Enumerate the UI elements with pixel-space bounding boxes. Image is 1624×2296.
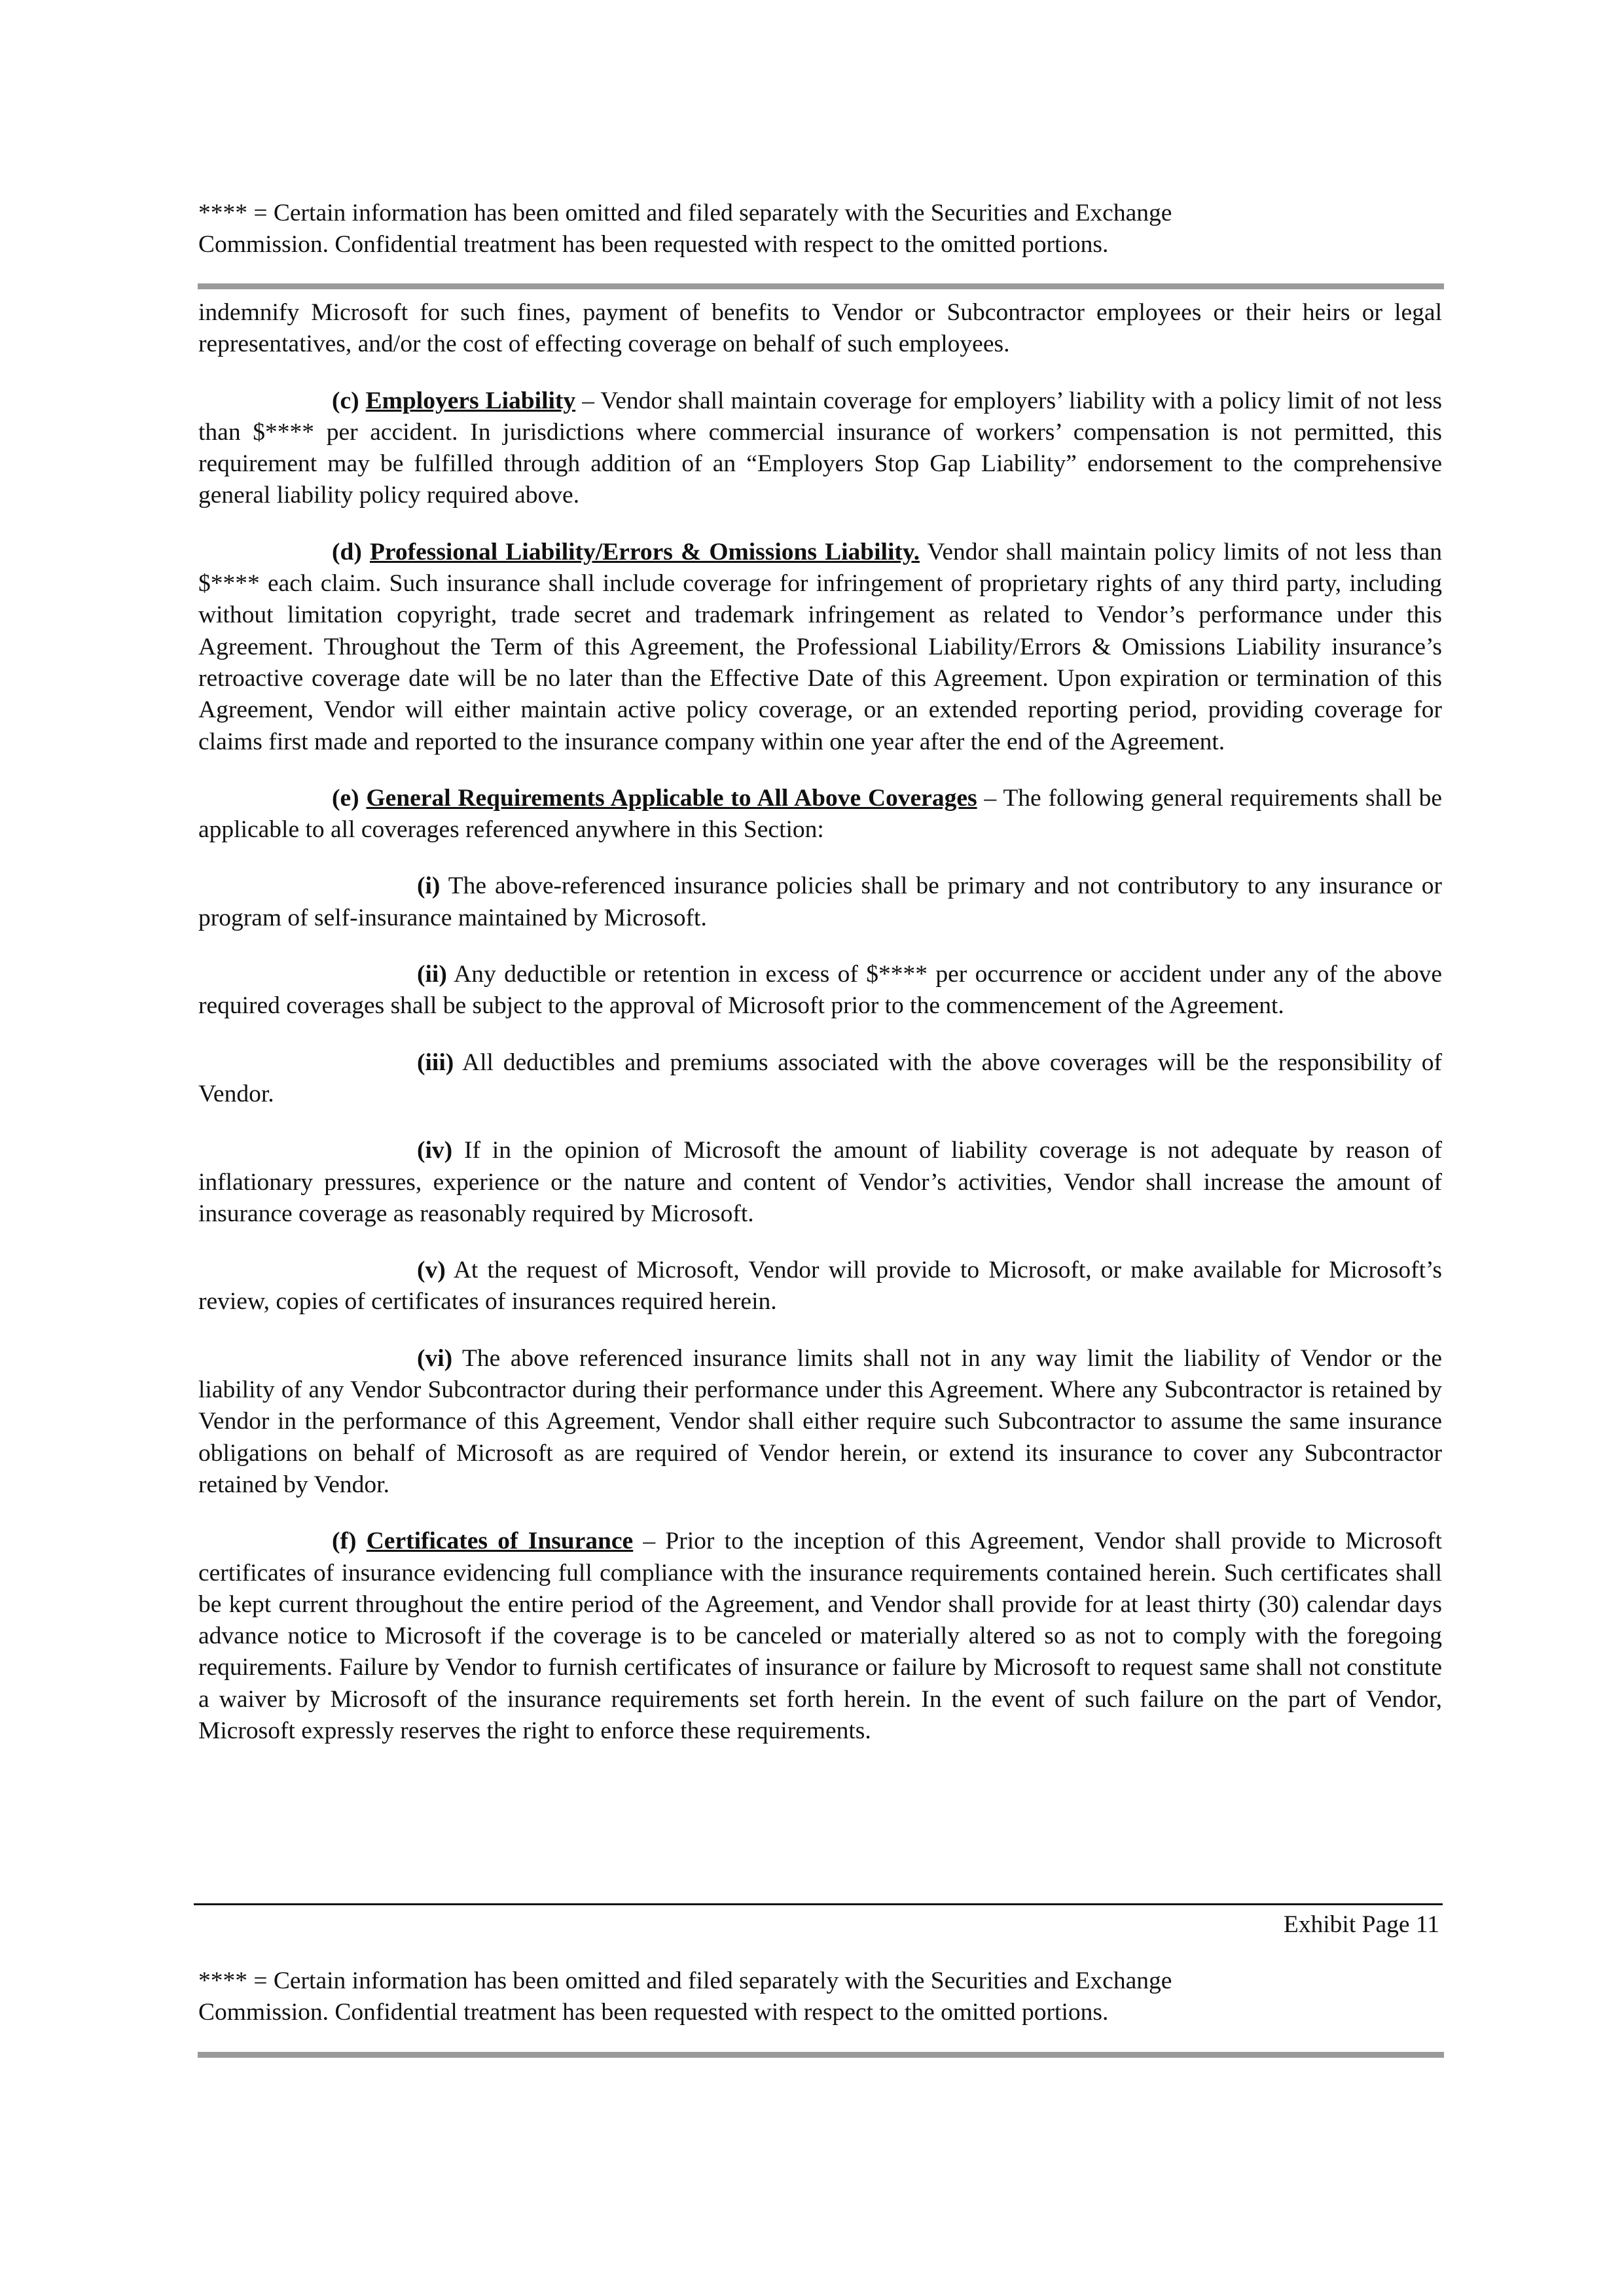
- subclause-label: (iv): [417, 1137, 453, 1164]
- subclause-label: (iii): [417, 1049, 454, 1076]
- subclause-label: (v): [417, 1257, 446, 1284]
- footer-confidentiality-notice: [198, 1965, 1442, 2028]
- header-divider: [198, 283, 1444, 289]
- clause-heading: Certificates of Insurance: [366, 1528, 634, 1555]
- subclause-text: The above-referenced insurance policies shall be primary and not contributory to any insurance or program of self-insurance maintained by Microsoft.: [198, 872, 1442, 931]
- subclause-label: (i): [417, 872, 441, 900]
- notice-line: Commission. Confidential treatment has been requested with respect to the omitted portions.: [198, 231, 1109, 258]
- notice-line: Commission. Confidential treatment has been requested with respect to the omitted portions.: [198, 1999, 1109, 2026]
- clause-text: – The following general requirements shall be applicable to all coverages referenced anywhere in this Section:: [198, 784, 1443, 844]
- notice-line: **** = Certain information has been omitted and filed separately with the Securities and Exchange: [198, 200, 1172, 226]
- clause-f: [198, 1526, 1442, 1747]
- clause-text: – Prior to the inception of this Agreement, Vendor shall provide to Microsoft certificates of insurance evidencing full compliance with the insurance requirements contained herein. Such certificates shall be kept current throughout the entire period of the Agreement, and Vendor shall provide for at least thirty (30) calendar days advance notice to Microsoft if the coverage is to be canceled or materially altered so as not to comply with the foregoing requirements. Failure by Vendor to furnish certificates of insurance or failure by Microsoft to request same shall not constitute a waiver by Microsoft of the insurance requirements set forth herein. In the event of such failure on the part of Vendor, Microsoft expressly reserves the right to enforce these requirements.: [198, 1528, 1442, 1744]
- subclause-text: If in the opinion of Microsoft the amount of liability coverage is not adequate by reason of inflationary pressures, experience or the nature and content of Vendor’s activities, Vendor shall increase the amount of insurance coverage as reasonably required by Microsoft.: [198, 1137, 1442, 1227]
- clause-d: [198, 537, 1442, 758]
- notice-line: **** = Certain information has been omitted and filed separately with the Securities and Exchange: [198, 1967, 1172, 1994]
- subclause-vi: [198, 1343, 1442, 1501]
- subclause-label: (ii): [417, 961, 447, 988]
- clause-text: Vendor shall maintain policy limits of not less than $**** each claim. Such insurance shall include coverage for infringement of proprietary rights of any third party, including without limitation copyright, trade secret and trademark infringement as related to Vendor’s performance under this Agreement. Throughout the Term of this Agreement, the Professional Liability/Errors & Omissions Liability insurance’s retroactive coverage date will be no later than the Effective Date of this Agreement. Upon expiration or termination of this Agreement, Vendor will either maintain active policy coverage, or an extended reporting period, providing coverage for claims first made and reported to the insurance company within one year after the end of the Agreement.: [198, 538, 1443, 755]
- continuation-paragraph: indemnify Microsoft for such fines, payment of benefits to Vendor or Subcontractor employees or their heirs or legal representatives, and/or the cost of effecting coverage on behalf of such employees.: [198, 299, 1442, 358]
- page-number: Exhibit Page 11: [1283, 1911, 1439, 1938]
- subclause-iv: [198, 1135, 1442, 1230]
- document-body: [198, 297, 1442, 1772]
- clause-text: – Vendor shall maintain coverage for employers’ liability with a policy limit of not less than $**** per accident. In jurisdictions where commercial insurance of workers’ compensation is not permitted, this requirement may be fulfilled through addition of an “Employers Stop Gap Liability” endorsement to the comprehensive general liability policy required above.: [198, 387, 1443, 509]
- footer-divider: [194, 1903, 1443, 1905]
- clause-c: [198, 386, 1442, 512]
- subclause-text: Any deductible or retention in excess of $**** per occurrence or accident under any of the above required coverages shall be subject to the approval of Microsoft prior to the commencement of the Agreement.: [198, 961, 1442, 1020]
- clause-heading: Employers Liability: [365, 387, 576, 414]
- footer-notice-divider: [198, 2052, 1444, 2058]
- subclause-iii: [198, 1047, 1442, 1111]
- clause-label: (d): [332, 538, 362, 565]
- clause-heading: General Requirements Applicable to All Above Coverages: [366, 784, 977, 812]
- subclause-label: (vi): [417, 1344, 453, 1372]
- clause-label: (e): [332, 784, 359, 812]
- header-confidentiality-notice: [198, 198, 1442, 260]
- clause-heading: Professional Liability/Errors & Omissions Liability.: [369, 538, 920, 565]
- subclause-v: [198, 1255, 1442, 1318]
- clause-label: (c): [332, 387, 359, 414]
- subclause-ii: [198, 959, 1442, 1022]
- clause-label: (f): [332, 1528, 357, 1555]
- subclause-text: The above referenced insurance limits shall not in any way limit the liability of Vendor or the liability of any Vendor Subcontractor during their performance under this Agreement. Where any Subcontractor is retained by Vendor in the performance of this Agreement, Vendor shall either require such Subcontractor to assume the same insurance obligations on behalf of Microsoft as are required of Vendor herein, or extend its insurance to cover any Subcontractor retained by Vendor.: [198, 1344, 1442, 1498]
- subclause-text: At the request of Microsoft, Vendor will provide to Microsoft, or make available for Microsoft’s review, copies of certificates of insurances required herein.: [198, 1257, 1442, 1316]
- clause-e: [198, 783, 1442, 846]
- subclause-i: [198, 870, 1442, 934]
- subclause-text: All deductibles and premiums associated with the above coverages will be the responsibility of Vendor.: [198, 1049, 1442, 1107]
